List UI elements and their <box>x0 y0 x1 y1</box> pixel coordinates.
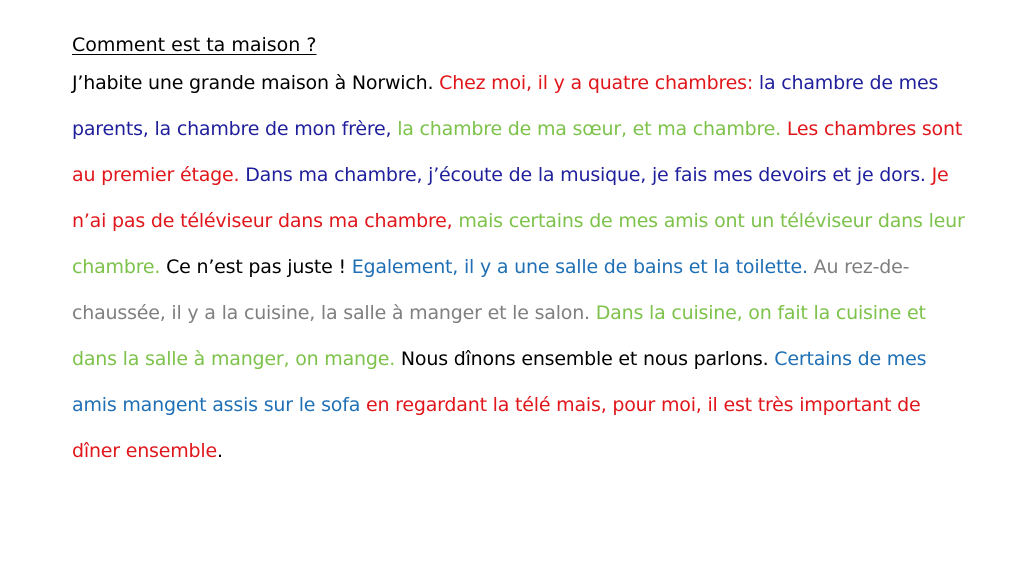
text-segment: . <box>216 440 223 462</box>
text-segment: Certains de mes amis mangent assis sur le sofa <box>72 348 927 416</box>
slide <box>72 30 972 474</box>
text-segment: en regardant la télé mais, pour moi, il est très important de dîner ensemble <box>72 394 921 462</box>
text-segment: Nous dînons ensemble et nous parlons. <box>400 348 775 370</box>
text-segment: Chez moi, il y a quatre chambres: <box>439 72 759 94</box>
text-segment: Dans la cuisine, on fait la cuisine et dans la salle à manger, on mange. <box>72 302 926 370</box>
text-segment: la chambre de mes parents, la chambre de mon frère, <box>72 72 939 140</box>
text-segment: Je n’ai pas de téléviseur dans ma chambre, <box>72 164 949 232</box>
text-segment: Au rez-de-chaussée, il y a la cuisine, la salle à manger et le salon. <box>72 256 910 324</box>
text-segment: mais certains de mes amis ont un téléviseur dans leur chambre. <box>72 210 965 278</box>
text-segment: Dans ma chambre, j’écoute de la musique, je fais mes devoirs et je dors. <box>245 164 932 186</box>
body-paragraph <box>72 60 972 474</box>
text-segment: Les chambres sont au premier étage. <box>72 118 963 186</box>
page-title: Comment est ta maison ? <box>72 34 317 56</box>
text-segment: la chambre de ma sœur, et ma chambre. <box>397 118 787 140</box>
text-segment: Egalement, il y a une salle de bains et la toilette. <box>351 256 814 278</box>
text-segment: Ce n’est pas juste ! <box>166 256 352 278</box>
text-segment: J’habite une grande maison à Norwich. <box>72 72 440 94</box>
